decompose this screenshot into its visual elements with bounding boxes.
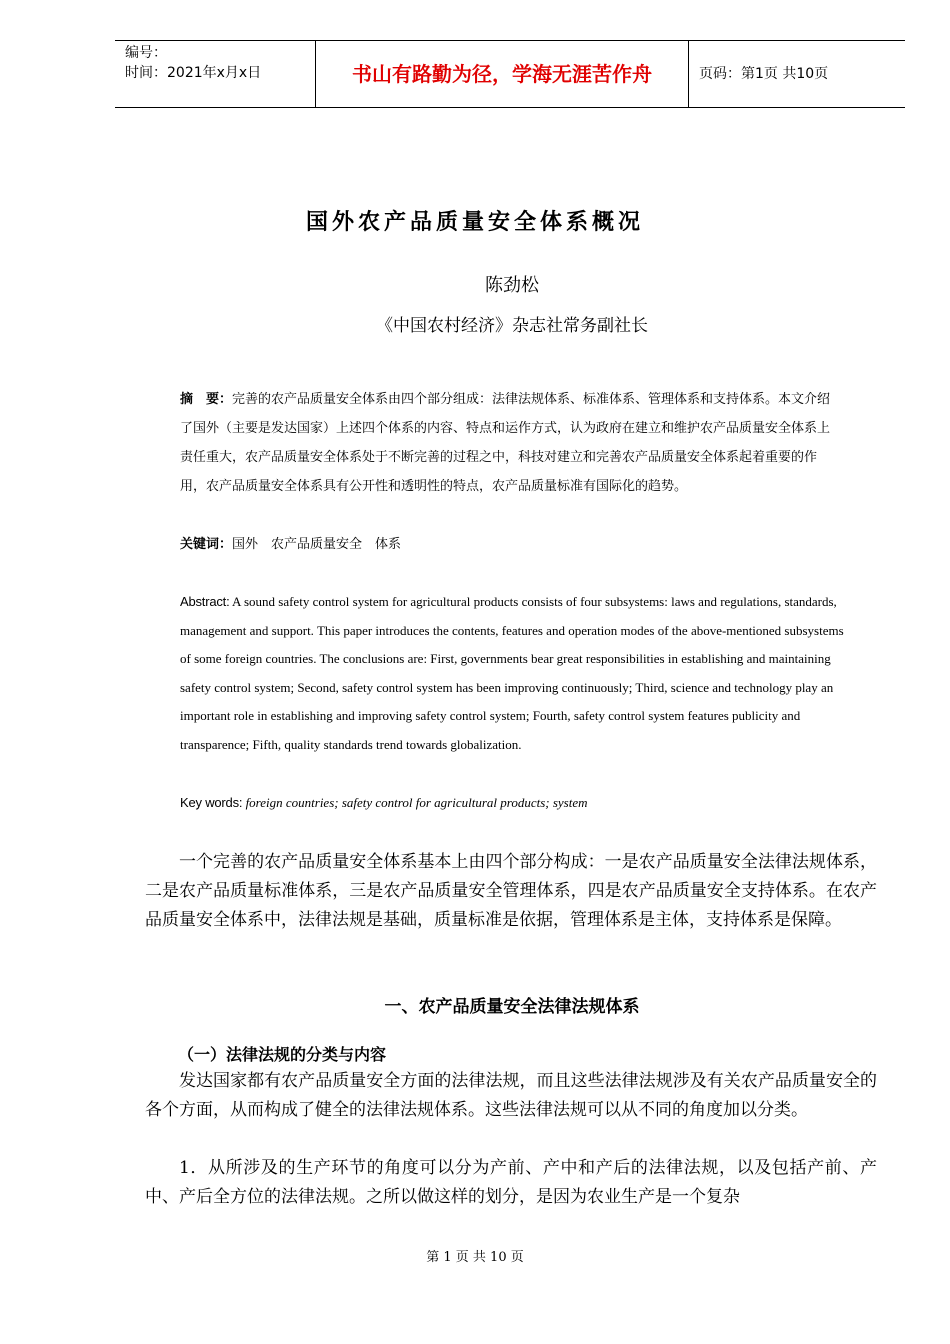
page-header xyxy=(115,40,905,108)
keywords-en xyxy=(180,790,844,816)
abstract-zh-text: 完善的农产品质量安全体系由四个部分组成：法律法规体系、标准体系、管理体系和支持体系。本文介绍了国外（主要是发达国家）上述四个体系的内容、特点和运作方式，认为政府在建立和维护农产品质量安全体系上责任重大，农产品质量安全体系处于不断完善的过程之中，科技对建立和完善农产品质量安全体系起着重要的作用，农产品质量安全体系具有公开性和透明性的特点，农产品质量标准有国际化的趋势。 xyxy=(180,392,831,494)
intro-paragraph: 一个完善的农产品质量安全体系基本上由四个部分构成：一是农产品质量安全法律法规体系，二是农产品质量标准体系，三是农产品质量安全管理体系，四是农产品质量安全支持体系。在农产品质量安全体系中，法律法规是基础，质量标准是依据，管理体系是主体，支持体系是保障。 xyxy=(145,852,877,930)
abstract-en-text: A sound safety control system for agricultural products consists of four subsystems: laws and regulations, standards, management and support. This paper introduces the contents, features and operation modes of the above-mentioned subsystems of some foreign countries. The conclusions are: First, governments bear great responsibilities in establishing and maintaining safety control system; Second, safety control system has been improving continuously; Third, science and technology play an important role in establishing and improving safety control system; Fourth, safety control system features publicity and transparence; Fifth, quality standards trend towards globalization. xyxy=(180,594,844,752)
header-time: 时间：2021年x月x日 xyxy=(125,65,262,81)
body-paragraph: 1．从所涉及的生产环节的角度可以分为产前、产中和产后的法律法规，以及包括产前、产中、产后全方位的法律法规。之所以做这样的划分，是因为农业生产是一个复杂 xyxy=(145,1158,877,1207)
keywords-zh xyxy=(180,533,842,557)
abstract-zh-label: 摘 要： xyxy=(180,392,233,407)
keywords-zh-label: 关键词： xyxy=(180,537,233,552)
keywords-en-label: Key words: xyxy=(180,795,243,810)
keywords-en-text: foreign countries; safety control for agricultural products; system xyxy=(245,795,588,810)
header-page-info: 页码：第1页 共10页 xyxy=(699,66,829,82)
abstract-en xyxy=(180,588,844,760)
page-footer: 第 1 页 共 10 页 xyxy=(426,1250,524,1265)
header-motto: 书山有路勤为径，学海无涯苦作舟 xyxy=(315,41,689,107)
abstract-en-label: Abstract: xyxy=(180,594,230,609)
author-affiliation: 《中国农村经济》杂志社常务副社长 xyxy=(376,316,648,336)
keywords-zh-text: 国外 农产品质量安全 体系 xyxy=(232,537,402,552)
subsection-heading: （一）法律法规的分类与内容 xyxy=(178,1045,387,1064)
header-meta-cell xyxy=(115,41,315,107)
header-code-label: 编号： xyxy=(125,45,167,61)
body-paragraph: 发达国家都有农产品质量安全方面的法律法规，而且这些法律法规涉及有关农产品质量安全的各个方面，从而构成了健全的法律法规体系。这些法律法规可以从不同的角度加以分类。 xyxy=(145,1071,877,1120)
section-heading: 一、农产品质量安全法律法规体系 xyxy=(384,997,640,1017)
abstract-zh xyxy=(180,385,842,501)
document-title: 国外农产品质量安全体系概况 xyxy=(305,209,644,235)
author-name: 陈劲松 xyxy=(485,275,539,296)
